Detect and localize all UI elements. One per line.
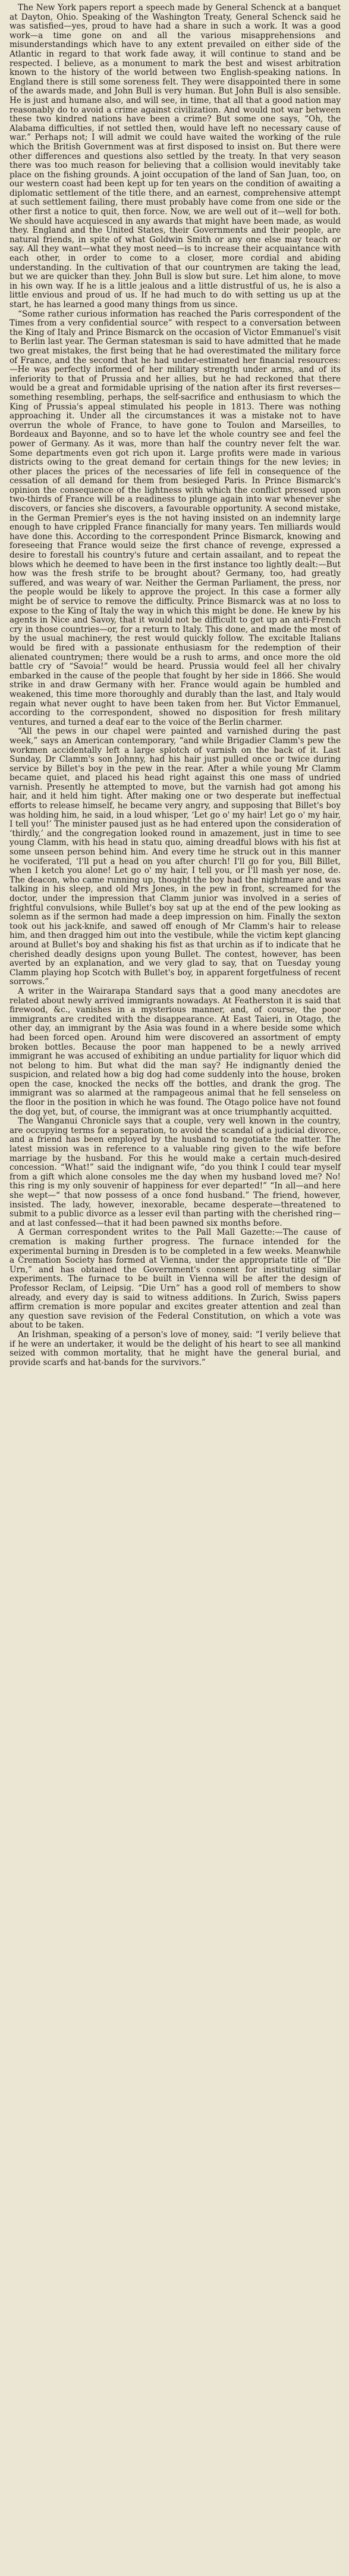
paragraph-bismarck-mistakes: “Some rather curious information has reached the Paris correspondent of the Times from a very confidential source” with respect to a conversation between the King of Italy and Prince Bismarck on the occasion of Victor Emmanuel's visit to Berlin last year. The German statesman is said to have admitted that he made two great mistakes, the first being that he had overestimated the military force of France, and the second that he had under-estimated her financial resources:—He was perfectly informed of her military strength under arms, and of its inferiority to that of Prussia and her allies, but he had reckoned that there would be a great and formidable uprising of the nation after its first reverses—something resembling, perhaps, the self-sacrifice and enthusiasm to which the King of Prussia's appeal stimulated his people in 1813. There was nothing approaching it. Under all the circumstances it was a mistake not to have overrun the whole of France, to have gone to Toulon and Marseilles, to Bordeaux and Bayonne, and so to have let the whole country see and feel the power of Germany. As it was, more than half the country never felt the war. Some departments even got rich upon it. Large profits were made in various districts owing to the great demand for certain things for the new levies; in other places the prices of the necessaries of life fell in consequence of the cessation of all demand for them from besieged Paris. In Prince Bismarck's opinion the consequence of the lightness with which the conflict pressed upon two-thirds of France will be a readiness to plunge again into war whenever she discovers, or fancies she discovers, a favourable opportunity. A second mistake, in the German Premier's eyes is the not having insisted on an indemnity large enough to have crippled France financially for many years. Ten milliards would have done this. According to the correspondent Prince Bismarck, knowing and foreseeing that France would seize the first chance of revenge, expressed a desire to forestall his country's future and certain assailant, and to repeat the blows which he deemed to have been in the first instance too lightly dealt:—But how was the fresh strife to be brought about? Germany, too, had greatly suffered, and was weary of war. Neither the German Parliament, the press, nor the people would be likely to approve the project. In this case a former ally might be of service to remove the difficulty. Prince Bismarck was at no loss to expose to the King of Italy the way in which this might be done. He knew by his agents in Nice and Savoy, that it would not be difficult to get up an anti-French cry in those countries—or, for a return to Italy. This done, and made the most of by the usual machinery, the rest would quickly follow. The excitable Italians would be fired with a passionate enthusiasm for the redemption of their alienated countrymen; there would be a rush to arms, and once more the old battle cry of “Savoia!” would be heard. Prussia would feel all her chivalry embarked in the cause of the people that fought by her side in 1866. She would strike in and draw Germany with her. France would again be humbled and weakened, this time more thoroughly and durably than the last, and Italy would regain what never ought to have been taken from her. But Victor Emmanuel, according to the correspondent, showed no disposition for fresh military ventures, and turned a deaf ear to the voice of the Berlin charmer. — [10, 309, 341, 727]
paragraph-immigrant-dog: A writer in the Wairarapa Standard says that a good many anecdotes are related about newly arrived immigrants nowadays. At Featherston it is said that firewood, &c., vanishes in a mysterious manner, and, of course, the poor immigrants are credited with the disappearance. At East Taieri, in Otago, the other day, an immigrant by the Asia was found in a where beside some which had been forced open. Around him were discovered an assortment of empty broken bottles. Because the poor man happened to be a newly arrived immigrant he was accused of exhibiting an undue partiality for liquor which did not belong to him. But what did the man say? He indignantly denied the suspicion, and related how a big dog had come suddenly into the house, broken open the case, knocked the necks off the bottles, and drank the grog. The immigrant was so alarmed at the rampageous animal that he fell senseless on the floor in the position in which he was found. The Otago police have not found the dog yet, but, of course, the immigrant was at once triumphantly acquitted. — [10, 986, 341, 1117]
paragraph-pawned-ring: The Wanganui Chronicle says that a couple, very well known in the country, are occupying terms for a separation, to avoid the scandal of a judicial divorce, and a friend has been employed by the husband to negotiate the matter. The latest mission was in reference to a valuable ring given to the wife before marriage by the husband. For this he would make a certain much-desired concession. “What!” said the indignant wife, “do you think I could tear myself from a gift which alone consoles me the day when my husband loved me? No! this ring is my only souvenir of happiness for ever departed!” “In all—and here she wept—“ that now possess of a once fond husband.” The friend, however, insisted. The lady, however, inexorable, became desperate—threatened to submit to a public divorce as a lesser evil than parting with the cherished ring—and at last confessed—that it had been pawned six months before. — [10, 1116, 341, 1228]
paragraph-varnished-pew: “All the pews in our chapel were painted and varnished during the past week,” says an American contemporary, “and while Brigadier Clamm's pew the workmen accidentally left a large splotch of varnish on the back of it. Last Sunday, Dr Clamm's son Johnny, had his hair just pulled once or twice during service by Billet's boy in the pew in the rear. After a while young Mr Clamm became quiet, and placed his head right against this one mass of undried varnish. Presently he attempted to move, but the varnish had got among his hair, and it held him tight. After making one or two desperate but ineffectual efforts to release himself, he became very angry, and supposing that Billet's boy was holding him, he said, in a loud whisper, ‘Let go o' my hair! Let go o' my hair, I tell you!’ The minister paused just as he had entered upon the consideration of ‘thirdly,’ and the congregation looked round in amazement, just in time to see young Clamm, with his head in statu quo, aiming dreadful blows with his fist at some unseen person behind him. And every time he struck out in this manner he vociferated, ‘I'll put a head on you after church! I'll go for you, Bill Billet, when I ketch you alone! Let go o' my hair, I tell you, or I'll mash yer nose, de. The deacon, who came running up, thought the boy had the nightmare and was talking in his sleep, and old Mrs Jones, in the pew in front, screamed for the doctor, under the impression that Clamm junior was involved in a series of frightful convulsions, while Bullet's boy sat up at the end of the pew looking as solemn as if the sermon had made a deep impression on him. Finally the sexton took out his jack-knife, and sawed off enough of Mr Clamm's hair to release him, and then dragged him out into the vestibule, while the victim kept glancing around at Bullet's boy and shaking his fist as that urchin as if to indicate that he cherished deadly designs upon young Bullet. The contest, however, has been averted by an explanation, and we very glad to say, that on Tuesday young Clamm playing hop Scotch with Bullet's boy, in apparent forgetfulness of recent sorrows.” — [10, 727, 341, 987]
paragraph-irishman-undertaker: An Irishman, speaking of a person's love of money, said: “I verily believe that if he were an undertaker, it would be the delight of his heart to see all mankind seized with common mortality, that he might have the general burial, and provide scarfs and hat-bands for the survivors.” — [10, 1329, 341, 1367]
paragraph-schenck-treaty: The New York papers report a speech made by General Schenck at a banquet at Dayton, Ohio. Speaking of the Washington Treaty, General Schenck said he was satisfied—yes, proud to have had a share in such a work. It was a good work—a time gone on and all the various misapprehensions and misunderstandings which have to any extent prevailed on either side of the Atlantic in regard to that work fade away, it will continue to stand and be respected. I believe, as a monument to mark the best and wisest arbitration known to the history of the world between two English-speaking nations. In England there is still some soreness felt. They were disappointed there in some of the awards made, and John Bull is very human. But John Bull is also sensible. He is just and humane also, and will see, in time, that all that a good nation may reasonably do to avoid a crime against civilization. And would not war between these two kindred nations have been a crime? But some one says, “Oh, the Alabama difficulties, if not settled then, would have left no necessary cause of war.” Perhaps not; I will admit we could have waited the working of the rule which the British Government was at first disposed to insist on. But there were other differences and questions also settled by the treaty. In that very season there was too much reason for believing that a collision would inevitably take place on the fishing grounds. A joint occupation of the land of San Juan, too, on our western coast had been kept up for ten years on the condition of awaiting a diplomatic settlement of the title there, and an earnest, comprehensive attempt at such settlement failing, there must probably have come from one side or the other first a notice to quit, then force. Now, we are well out of it—well for both. We should have acquiesced in any awards that might have been made, as would they. England and the United States, their Governments and their people, are natural friends, in spite of what Goldwin Smith or any one else may teach or say. All they want—what they most need—is to increase their acquaintance with each other, in order to come to a closer, more cordial and abiding understanding. In the cultivation of that our countrymen are taking the lead, but we are quicker than they. John Bull is slow but sure. Let him alone, to move in his own way. If he is a little jealous and a little distrustful of us, he is also a little envious and proud of us. If he had much to do with setting us up at the start, he has learned a good many things from us since. — [10, 3, 341, 309]
article-column — [10, 4, 341, 1367]
paragraph-cremation-society: A German correspondent writes to the Pall Mall Gazette:—The cause of cremation is making further progress. The furnace intended for the experimental burning in Dresden is to be completed in a few weeks. Meanwhile a Cremation Society has formed at Vienna, under the appropriate title of “Die Urn,” and has obtained the Government's consent for instituting similar experiments. The furnace to be built in Vienna will be after the design of Professor Reclam, of Leipsig. “Die Urn” has a good roll of members to show already, and every day is said to witness additions. In Zurich, Swiss papers affirm cremation is more popular and excites greater attention and zeal than any question save revision of the Federal Constitution, on which a vote was about to be taken. — [10, 1228, 341, 1331]
